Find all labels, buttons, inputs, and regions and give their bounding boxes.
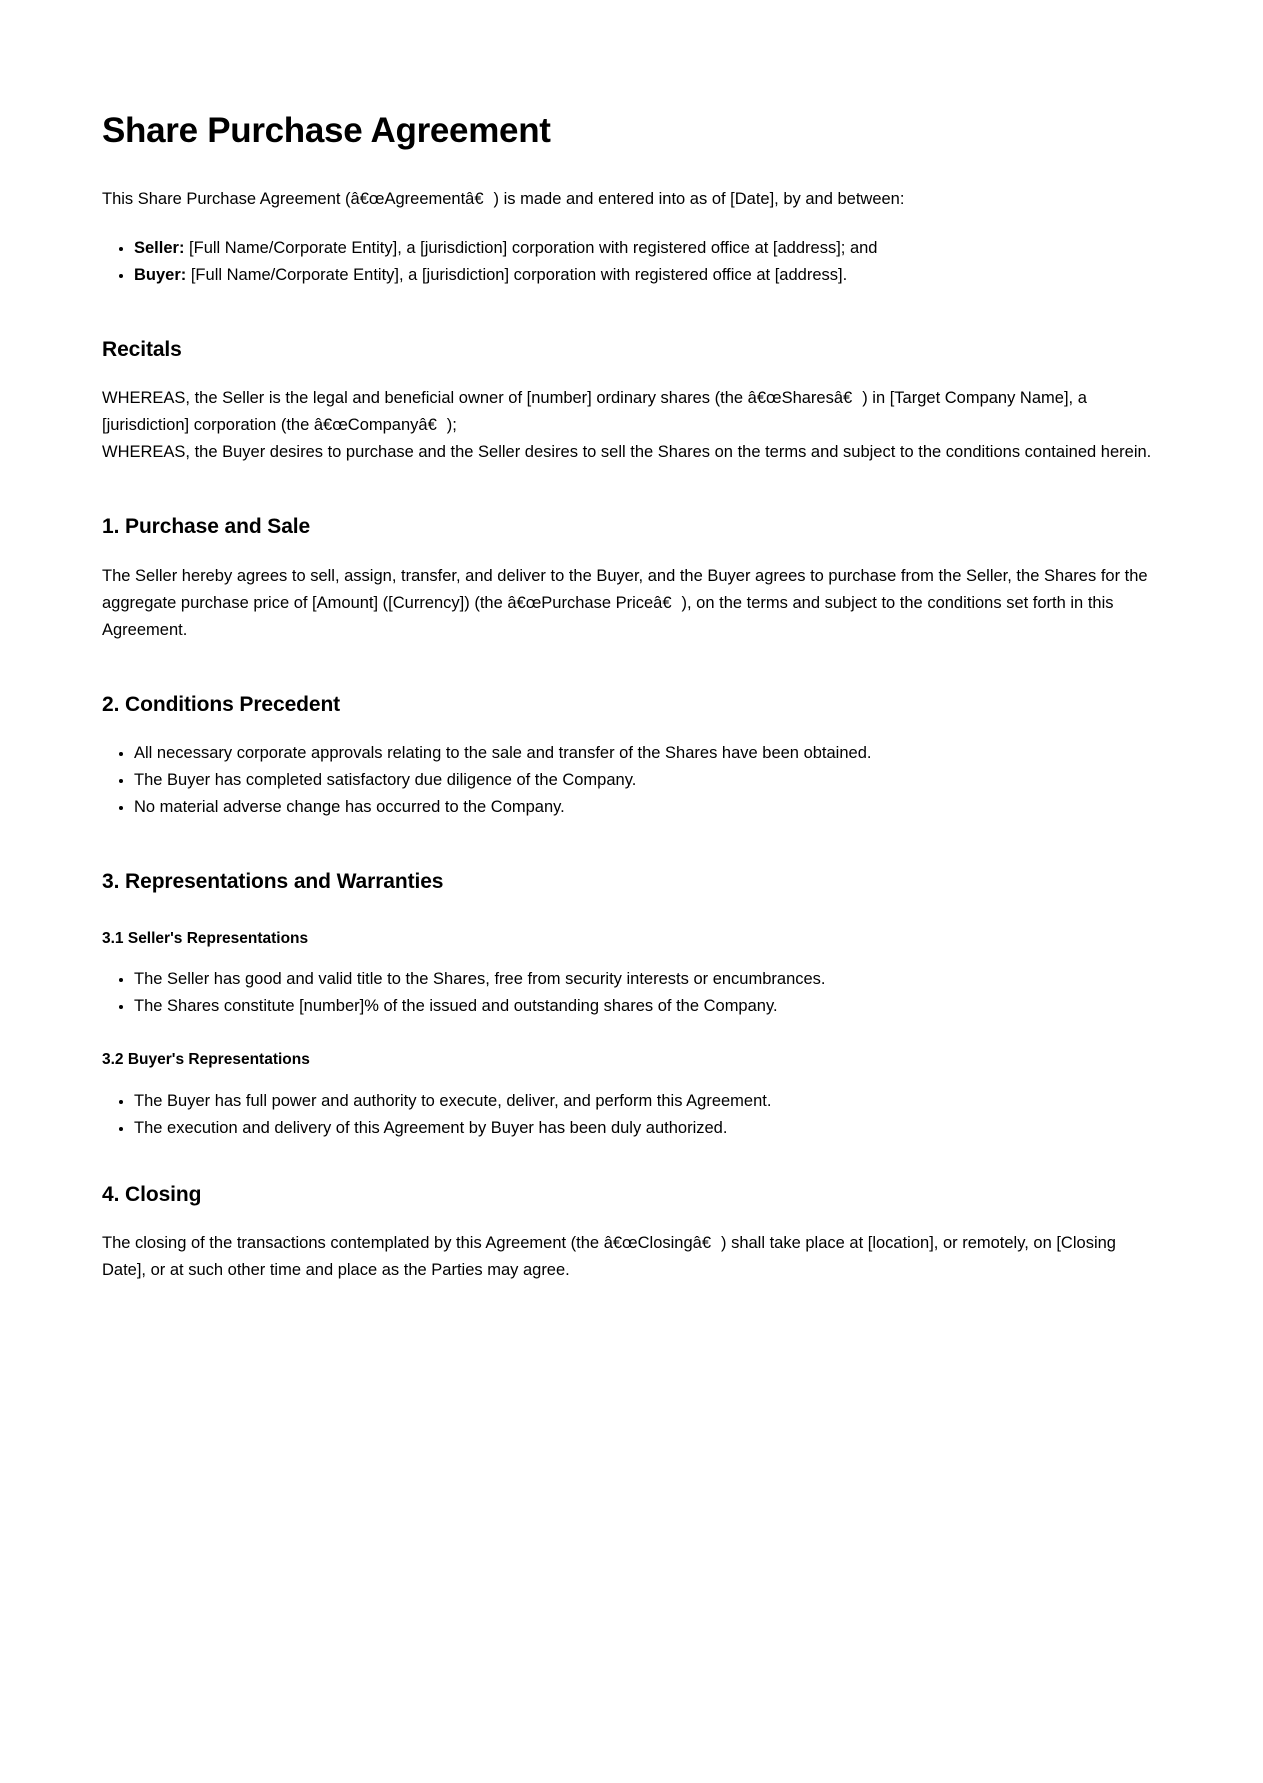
section-paragraph-purchase-and-sale: The Seller hereby agrees to sell, assign, transfer, and deliver to the Buyer, and the Buyer agrees to purchase from the Seller, the Shares for the aggregate purchase price of [Amount] ([Currency]) (the â€œPurchase Priceâ€), on the terms and subject to the conditions set forth in this Agreement. bbox=[102, 566, 1148, 639]
buyer-label: Buyer: bbox=[134, 266, 187, 284]
spacer bbox=[102, 213, 1154, 235]
list-item: • All necessary corporate approvals relating to the sale and transfer of the Shares have been obtained. bbox=[134, 740, 1154, 767]
list-item: • The Seller has good and valid title to the Shares, free from security interests or encumbrances. bbox=[134, 966, 1154, 993]
section-heading-representations-and-warranties: 3. Representations and Warranties bbox=[102, 869, 444, 893]
sellers-representations-list bbox=[102, 966, 1154, 1020]
section-heading-recitals: Recitals bbox=[102, 338, 182, 361]
section-heading-purchase-and-sale: 1. Purchase and Sale bbox=[102, 515, 311, 539]
recitals-line-2: WHEREAS, the Buyer desires to purchase and the Seller desires to sell the Shares on the terms and subject to the conditions contained herein. bbox=[102, 443, 1152, 462]
recitals-paragraph bbox=[102, 385, 1154, 466]
spacer bbox=[102, 821, 1154, 869]
spacer bbox=[102, 895, 1154, 929]
spacer bbox=[102, 1070, 1154, 1088]
list-item: • No material adverse change has occurred to the Company. bbox=[134, 794, 1154, 821]
buyer-text: [Full Name/Corporate Entity], a [jurisdiction] corporation with registered office at [address]. bbox=[186, 266, 848, 284]
spacer bbox=[102, 1142, 1154, 1182]
spacer bbox=[102, 1020, 1154, 1050]
list-item-seller bbox=[134, 235, 1154, 262]
list-item: • The Buyer has completed satisfactory due diligence of the Company. bbox=[134, 767, 1154, 794]
spacer bbox=[102, 948, 1154, 966]
section-heading-closing: 4. Closing bbox=[102, 1182, 202, 1206]
spacer bbox=[102, 541, 1154, 563]
parties-list bbox=[102, 235, 1154, 289]
subsection-heading-sellers-representations: 3.1 Seller's Representations bbox=[102, 930, 309, 947]
document-content bbox=[102, 186, 1154, 1284]
spacer bbox=[102, 363, 1154, 385]
spacer bbox=[102, 644, 1154, 692]
recitals-line-1: WHEREAS, the Seller is the legal and beneficial owner of [number] ordinary shares (the â€œSharesâ€) in [Target Company Name], a [jurisdiction] corporation (the â€œCompanyâ€); bbox=[102, 389, 1087, 435]
spacer bbox=[102, 1208, 1154, 1230]
spacer bbox=[102, 466, 1154, 514]
buyers-representations-list bbox=[102, 1088, 1154, 1142]
list-item: • The execution and delivery of this Agreement by Buyer has been duly authorized. bbox=[134, 1115, 1154, 1142]
seller-text: [Full Name/Corporate Entity], a [jurisdiction] corporation with registered office at [address]; and bbox=[184, 239, 878, 257]
list-item: • The Buyer has full power and authority to execute, deliver, and perform this Agreement. bbox=[134, 1088, 1154, 1115]
list-item-buyer bbox=[134, 262, 1154, 289]
section-heading-conditions-precedent: 2. Conditions Precedent bbox=[102, 692, 341, 716]
page-title: Share Purchase Agreement bbox=[102, 111, 551, 150]
conditions-precedent-list bbox=[102, 740, 1154, 821]
spacer bbox=[102, 718, 1154, 740]
intro-paragraph: This Share Purchase Agreement (â€œAgreementâ€) is made and entered into as of [Date], by and between: bbox=[102, 190, 905, 208]
seller-label: Seller: bbox=[134, 239, 185, 257]
spacer bbox=[102, 289, 1154, 337]
subsection-heading-buyers-representations: 3.2 Buyer's Representations bbox=[102, 1051, 310, 1069]
list-item: • The Shares constitute [number]% of the issued and outstanding shares of the Company. bbox=[134, 993, 1154, 1020]
section-paragraph-closing: The closing of the transactions contemplated by this Agreement (the â€œClosingâ€) shall take place at [location], or remotely, on [Closing Date], or at such other time and place as the Parties may agree. bbox=[102, 1234, 1116, 1279]
